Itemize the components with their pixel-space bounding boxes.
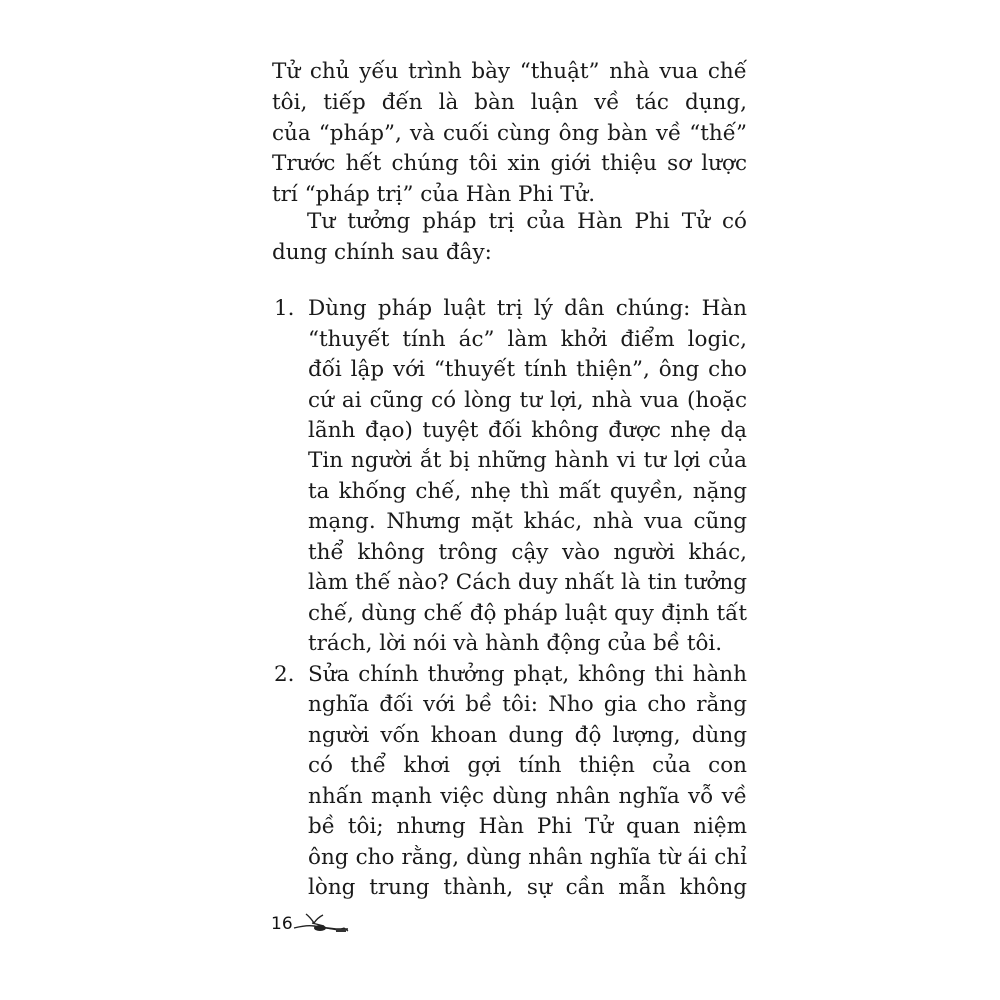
text-line: “thuyết tính ác” làm khởi điểm logic, [308, 327, 747, 352]
text-line: thể không trông cậy vào người khác, [308, 540, 747, 565]
text-line: Sửa chính thưởng phạt, không thi hành [308, 662, 747, 687]
text-line: làm thế nào? Cách duy nhất là tin tưởng [308, 570, 747, 595]
list-number: 2. [274, 662, 295, 687]
list-number: 1. [274, 296, 295, 321]
page-number: 16 [271, 914, 293, 934]
text-line: Dùng pháp luật trị lý dân chúng: Hàn [308, 296, 747, 321]
text-line: có thể khơi gợi tính thiện của con [308, 753, 747, 778]
text-line: lãnh đạo) tuyệt đối không được nhẹ dạ [308, 418, 747, 443]
text-line: dung chính sau đây: [272, 240, 492, 265]
text-line: tôi, tiếp đến là bàn luận về tác dụng, [272, 90, 747, 115]
text-line: chế, dùng chế độ pháp luật quy định tất [308, 601, 747, 626]
text-line: ông cho rằng, dùng nhân nghĩa từ ái chỉ [308, 845, 747, 870]
text-line: của “pháp”, và cuối cùng ông bàn về “thế” [272, 121, 747, 146]
text-line: nhấn mạnh việc dùng nhân nghĩa vỗ về [308, 784, 747, 809]
text-line: cứ ai cũng có lòng tư lợi, nhà vua (hoặc [308, 388, 747, 413]
text-line: Tử chủ yếu trình bày “thuật” nhà vua chế [272, 59, 747, 84]
text-line: ta khống chế, nhẹ thì mất quyền, nặng [308, 479, 747, 504]
flying-bird-ornament-icon [292, 908, 352, 936]
text-line: mạng. Nhưng mặt khác, nhà vua cũng [308, 509, 747, 534]
text-line: lòng trung thành, sự cần mẫn không [308, 875, 747, 900]
text-line: trách, lời nói và hành động của bề tôi. [308, 631, 723, 656]
text-line: Tin người ắt bị những hành vi tư lợi của [308, 448, 747, 473]
text-line: Tư tưởng pháp trị của Hàn Phi Tử có [307, 209, 747, 234]
text-line: đối lập với “thuyết tính thiện”, ông cho [308, 357, 747, 382]
text-line: Trước hết chúng tôi xin giới thiệu sơ lược [272, 151, 747, 176]
text-line: bề tôi; nhưng Hàn Phi Tử quan niệm [308, 814, 747, 839]
text-line: người vốn khoan dung độ lượng, dùng [308, 723, 747, 748]
text-line: trí “pháp trị” của Hàn Phi Tử. [272, 182, 596, 207]
text-line: nghĩa đối với bề tôi: Nho gia cho rằng [308, 692, 747, 717]
